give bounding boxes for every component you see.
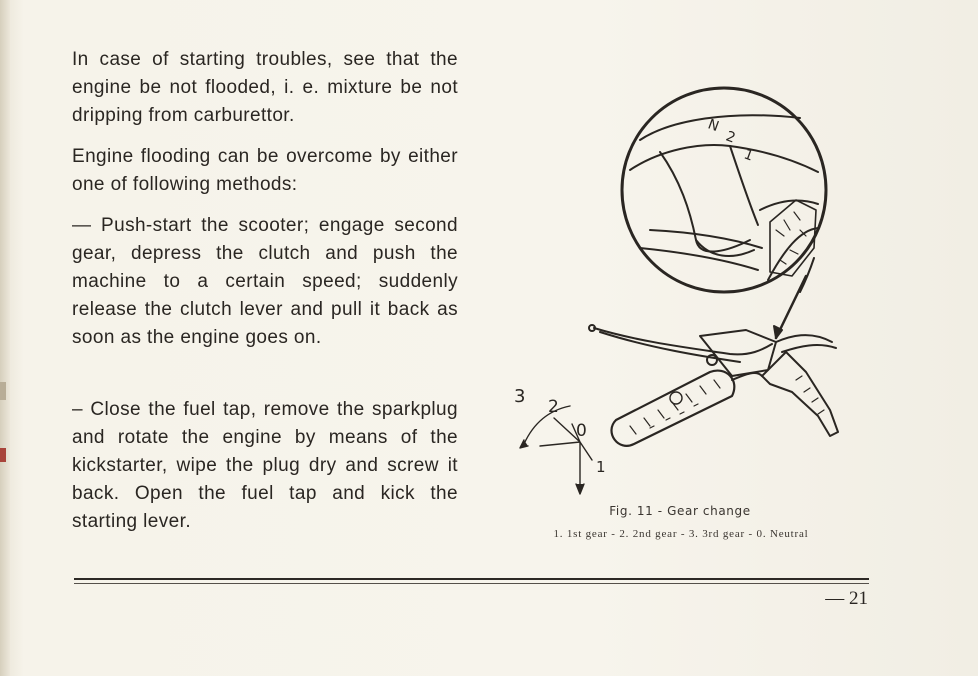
binding-mark: [0, 448, 6, 462]
binding-mark: [0, 382, 6, 400]
gear-label-3: 3: [514, 386, 526, 407]
footer-rule-thick: [74, 578, 869, 580]
paragraph-flooding-methods: Engine flooding can be overcome by either one of following methods:: [72, 146, 458, 195]
footer-rule-thin: [74, 583, 869, 584]
gear-label-0: 0: [576, 421, 587, 441]
paragraph-push-start: — Push-start the scooter; engage second gear, depress the clutch and push the machine to a certain speed; suddenly release the clutch lever and pull it back as soon as the engine goes on.: [72, 215, 458, 348]
figure-legend: 1. 1st gear - 2. 2nd gear - 3. 3rd gear - 0. Neutral: [553, 528, 809, 540]
page-binding-edge: [0, 0, 10, 676]
paragraph-starting-troubles: In case of starting troubles, see that the engine be not flooded, i. e. mixture be not dripping from carburettor.: [72, 49, 458, 126]
paragraph-sparkplug: – Close the fuel tap, remove the sparkplug and rotate the engine by means of the kickstarter, wipe the plug dry and screw it back. Open the fuel tap and kick the starting lever.: [72, 399, 458, 532]
handlebar-grip: [611, 371, 762, 446]
figure-caption: Fig. 11 - Gear change: [609, 504, 751, 518]
gear-label-2: 2: [548, 397, 559, 417]
gear-label-1: 1: [596, 458, 606, 476]
inset-label-1: 1: [741, 146, 756, 165]
inset-label-n: N: [705, 116, 721, 136]
handlebar-clutch-lever: [589, 325, 838, 436]
gear-change-illustration: [500, 80, 860, 500]
page-number: — 21: [825, 588, 868, 609]
gear-position-diagram: [520, 406, 592, 494]
inset-label-2: 2: [723, 128, 738, 147]
